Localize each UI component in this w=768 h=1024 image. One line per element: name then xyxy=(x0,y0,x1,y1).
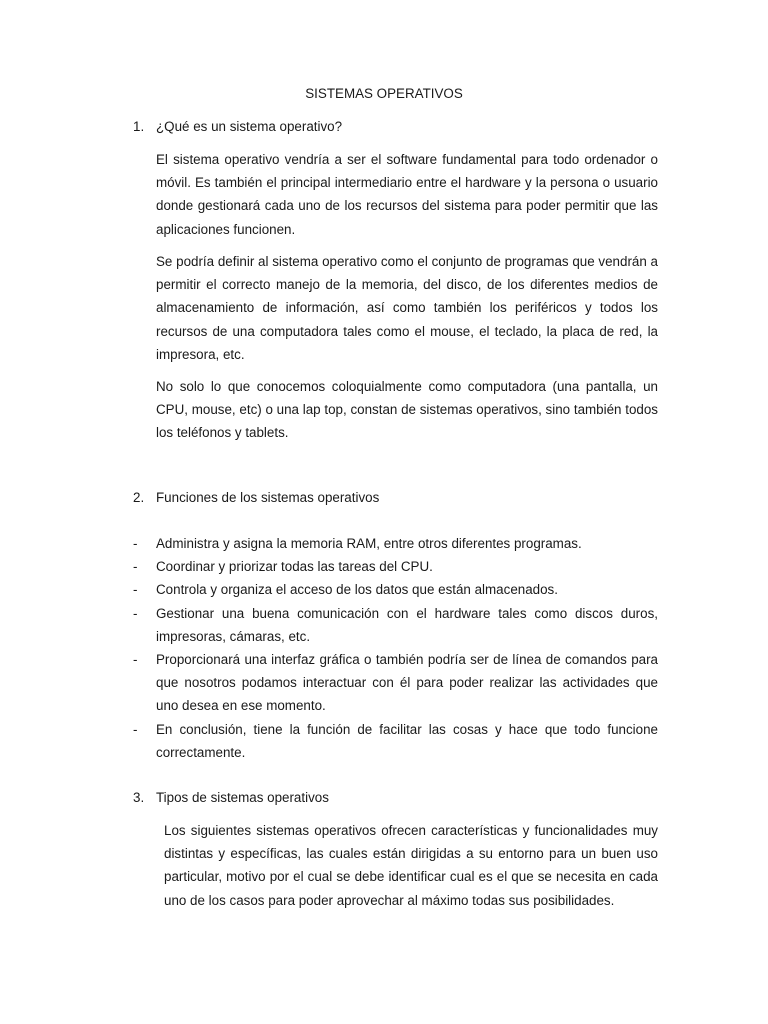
list-item-text: Controla y organiza el acceso de los datos que están almacenados. xyxy=(156,582,558,598)
section-number: 1. xyxy=(133,119,145,134)
section-number: 3. xyxy=(133,790,145,805)
list-item-text: Coordinar y priorizar todas las tareas del CPU. xyxy=(156,559,433,575)
document-title: SISTEMAS OPERATIVOS xyxy=(305,86,463,101)
list-item xyxy=(133,648,658,718)
list-bullet: - xyxy=(133,652,138,668)
paragraph: Se podría definir al sistema operativo como el conjunto de programas que vendrán a permitir el correcto manejo de la memoria, del disco, de los diferentes medios de almacenamiento de información, así como también los periféricos y todos los recursos de una computadora tales como el mouse, el teclado, la placa de red, la impresora, etc. xyxy=(156,254,658,362)
list-item xyxy=(133,555,658,578)
list-item-text: Gestionar una buena comunicación con el hardware tales como discos duros, impresoras, cámaras, etc. xyxy=(156,605,658,644)
list-bullet: - xyxy=(133,721,138,737)
section-title: Tipos de sistemas operativos xyxy=(156,790,329,805)
section-title: Funciones de los sistemas operativos xyxy=(156,490,380,505)
paragraph: No solo lo que conocemos coloquialmente como computadora (una pantalla, un CPU, mouse, etc) o una lap top, constan de sistemas operativos, sino también todos los teléfonos y tablets. xyxy=(156,379,658,441)
list-bullet: - xyxy=(133,559,138,575)
list-bullet: - xyxy=(133,536,138,551)
paragraph: Los siguientes sistemas operativos ofrecen características y funcionalidades muy distintas y específicas, las cuales están dirigidas a su entorno para un buen uso particular, motivo por el cual se debe identificar cual es el que se necesita en cada uno de los casos para poder aprovechar al máximo todas sus posibilidades. xyxy=(164,823,658,908)
list-bullet: - xyxy=(133,605,138,621)
functions-list xyxy=(133,532,658,764)
paragraph: El sistema operativo vendría a ser el software fundamental para todo ordenador o móvil. Es también el principal intermediario entre el hardware y la persona o usuario donde gestionará cada uno de los recursos del sistema para poder permitir que las aplicaciones funcionen. xyxy=(156,152,658,237)
section-number: 2. xyxy=(133,490,145,505)
list-item xyxy=(133,532,658,555)
list-item-text: En conclusión, tiene la función de facilitar las cosas y hace que todo funcione correctamente. xyxy=(156,721,658,760)
section-title: ¿Qué es un sistema operativo? xyxy=(156,119,343,134)
list-item xyxy=(133,578,658,601)
list-item xyxy=(133,718,658,764)
list-item-text: Proporcionará una interfaz gráfica o también podría ser de línea de comandos para que nosotros podamos interactuar con él para poder realizar las actividades que uno desea en ese momento. xyxy=(156,652,658,714)
list-item xyxy=(133,602,658,648)
list-bullet: - xyxy=(133,582,138,598)
list-item-text: Administra y asigna la memoria RAM, entre otros diferentes programas. xyxy=(156,536,582,551)
